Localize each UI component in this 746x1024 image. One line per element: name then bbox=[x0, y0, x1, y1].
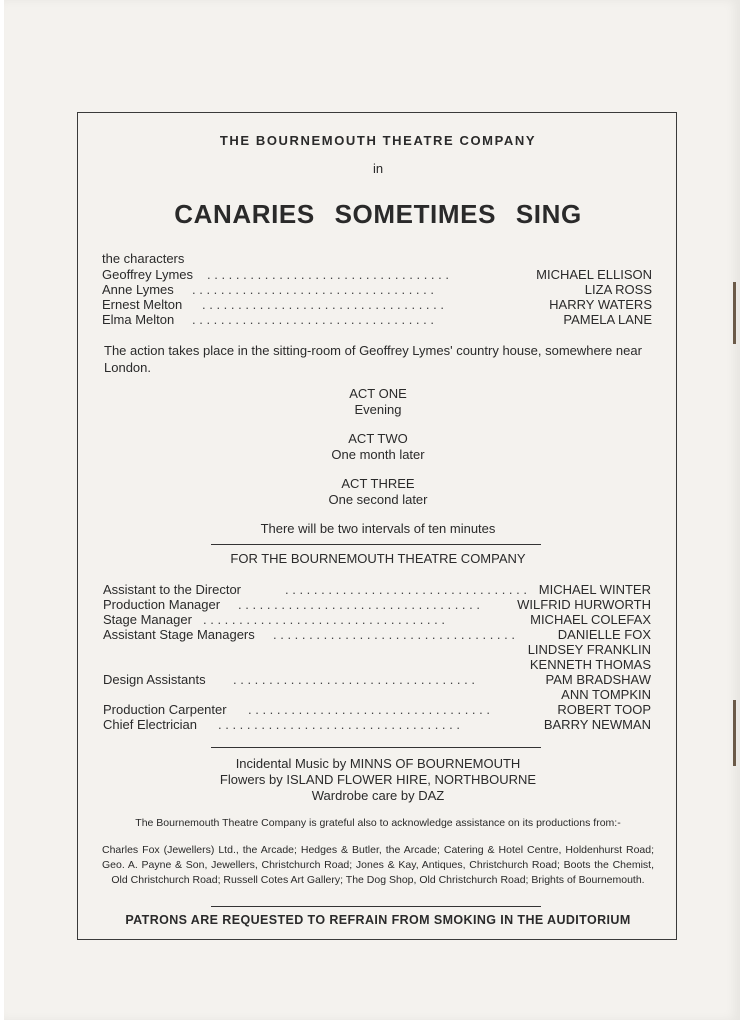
divider-rule bbox=[211, 544, 541, 545]
act-name: ACT ONE bbox=[349, 386, 407, 401]
crew-row bbox=[103, 657, 651, 673]
in-word: in bbox=[372, 161, 384, 176]
crew-row bbox=[103, 597, 651, 613]
crew-role: Design Assistants bbox=[103, 672, 206, 687]
page-edge-mark-top bbox=[733, 282, 736, 344]
crew-name: MICHAEL WINTER bbox=[533, 582, 651, 598]
dot-leader: . . . . . . . . . . . . . . . . . . . . . . . . . . . . . . . . . . bbox=[218, 717, 460, 732]
act-name: ACT THREE bbox=[341, 476, 415, 491]
company-header: THE BOURNEMOUTH THEATRE COMPANY bbox=[219, 133, 537, 148]
crew-name: ROBERT TOOP bbox=[551, 702, 651, 718]
characters-heading: the characters bbox=[102, 251, 185, 266]
act-name: ACT TWO bbox=[348, 431, 408, 446]
program-page bbox=[4, 0, 740, 1020]
dot-leader: . . . . . . . . . . . . . . . . . . . . . . . . . . . . . . . . . . bbox=[238, 597, 480, 612]
crew-row bbox=[103, 672, 651, 688]
act-time: One month later bbox=[331, 447, 425, 462]
crew-name: LINDSEY FRANKLIN bbox=[527, 642, 651, 657]
divider-rule bbox=[211, 906, 541, 907]
dot-leader: . . . . . . . . . . . . . . . . . . . . . . . . . . . . . . . . . . bbox=[273, 627, 515, 642]
crew-name: KENNETH THOMAS bbox=[529, 657, 651, 672]
cast-actor: MICHAEL ELLISON bbox=[530, 267, 652, 283]
acknowledge-text: The Bournemouth Theatre Company is grateful also to acknowledge assistance on its productions from:- bbox=[135, 817, 621, 829]
crew-name: MICHAEL COLEFAX bbox=[524, 612, 651, 628]
cast-actor: LIZA ROSS bbox=[579, 282, 652, 298]
dot-leader: . . . . . . . . . . . . . . . . . . . . . . . . . . . . . . . . . . bbox=[202, 297, 444, 312]
crew-role: Assistant Stage Managers bbox=[103, 627, 255, 642]
page-edge-mark-bottom bbox=[733, 700, 736, 766]
cast-role: Elma Melton bbox=[102, 312, 175, 327]
intervals-text: There will be two intervals of ten minutes bbox=[260, 521, 496, 536]
cast-actor: PAMELA LANE bbox=[557, 312, 652, 328]
crew-row bbox=[103, 612, 651, 628]
dot-leader: . . . . . . . . . . . . . . . . . . . . . . . . . . . . . . . . . . bbox=[192, 312, 434, 327]
cast-role: Ernest Melton bbox=[102, 297, 183, 312]
crew-name: BARRY NEWMAN bbox=[538, 717, 651, 733]
crew-row bbox=[103, 717, 651, 733]
crew-row bbox=[103, 582, 651, 598]
setting-text: The action takes place in the sitting-room of Geoffrey Lymes' country house, somewhere near London. bbox=[104, 343, 642, 375]
cast-row bbox=[102, 297, 652, 313]
program-frame bbox=[77, 112, 677, 940]
crew-role: Assistant to the Director bbox=[103, 582, 241, 597]
cast-row bbox=[102, 267, 652, 283]
wardrobe-credit: Wardrobe care by DAZ bbox=[311, 788, 445, 803]
crew-role: Production Manager bbox=[103, 597, 221, 612]
crew-row bbox=[103, 627, 651, 643]
crew-name: DANIELLE FOX bbox=[552, 627, 651, 643]
patrons-notice: PATRONS ARE REQUESTED TO REFRAIN FROM SMOKING IN THE AUDITORIUM bbox=[125, 913, 631, 927]
crew-name: WILFRID HURWORTH bbox=[511, 597, 651, 613]
cast-role: Anne Lymes bbox=[102, 282, 174, 297]
crew-role: Production Carpenter bbox=[103, 702, 227, 717]
cast-role: Geoffrey Lymes bbox=[102, 267, 194, 282]
flowers-credit: Flowers by ISLAND FLOWER HIRE, NORTHBOURNE bbox=[219, 772, 537, 787]
crew-name: PAM BRADSHAW bbox=[540, 672, 651, 688]
crew-row bbox=[103, 642, 651, 658]
play-title: CANARIES SOMETIMES SING bbox=[174, 199, 582, 229]
crew-role: Chief Electrician bbox=[103, 717, 197, 732]
crew-name: ANN TOMPKIN bbox=[561, 687, 651, 702]
dot-leader: . . . . . . . . . . . . . . . . . . . . . . . . . . . . . . . . . . bbox=[233, 672, 475, 687]
act-time: Evening bbox=[354, 402, 402, 417]
sponsors-text: Charles Fox (Jewellers) Ltd., the Arcade; Hedges & Butler, the Arcade; Catering & Hotel Centre, Holdenhurst Road; Geo. A. Payne & Son, Jewellers, Christchurch Road; Jones & Kay, Antiques, Christchurch Road; Boots the Chemist, Old Christchurch Road; Russell Cotes Art Gallery; The Dog Shop, Old Christchurch Road; Brights of Bournemouth. bbox=[102, 844, 654, 886]
dot-leader: . . . . . . . . . . . . . . . . . . . . . . . . . . . . . . . . . . bbox=[285, 582, 527, 597]
dot-leader: . . . . . . . . . . . . . . . . . . . . . . . . . . . . . . . . . . bbox=[207, 267, 449, 282]
cast-row bbox=[102, 312, 652, 328]
cast-row bbox=[102, 282, 652, 298]
cast-actor: HARRY WATERS bbox=[543, 297, 652, 313]
for-company-heading: FOR THE BOURNEMOUTH THEATRE COMPANY bbox=[230, 551, 526, 566]
dot-leader: . . . . . . . . . . . . . . . . . . . . . . . . . . . . . . . . . . bbox=[192, 282, 434, 297]
crew-row bbox=[103, 687, 651, 703]
act-time: One second later bbox=[328, 492, 428, 507]
dot-leader: . . . . . . . . . . . . . . . . . . . . . . . . . . . . . . . . . . bbox=[248, 702, 490, 717]
divider-rule bbox=[211, 747, 541, 748]
crew-row bbox=[103, 702, 651, 718]
incidental-music: Incidental Music by MINNS OF BOURNEMOUTH bbox=[235, 756, 521, 771]
dot-leader: . . . . . . . . . . . . . . . . . . . . . . . . . . . . . . . . . . bbox=[203, 612, 445, 627]
crew-role: Stage Manager bbox=[103, 612, 192, 627]
